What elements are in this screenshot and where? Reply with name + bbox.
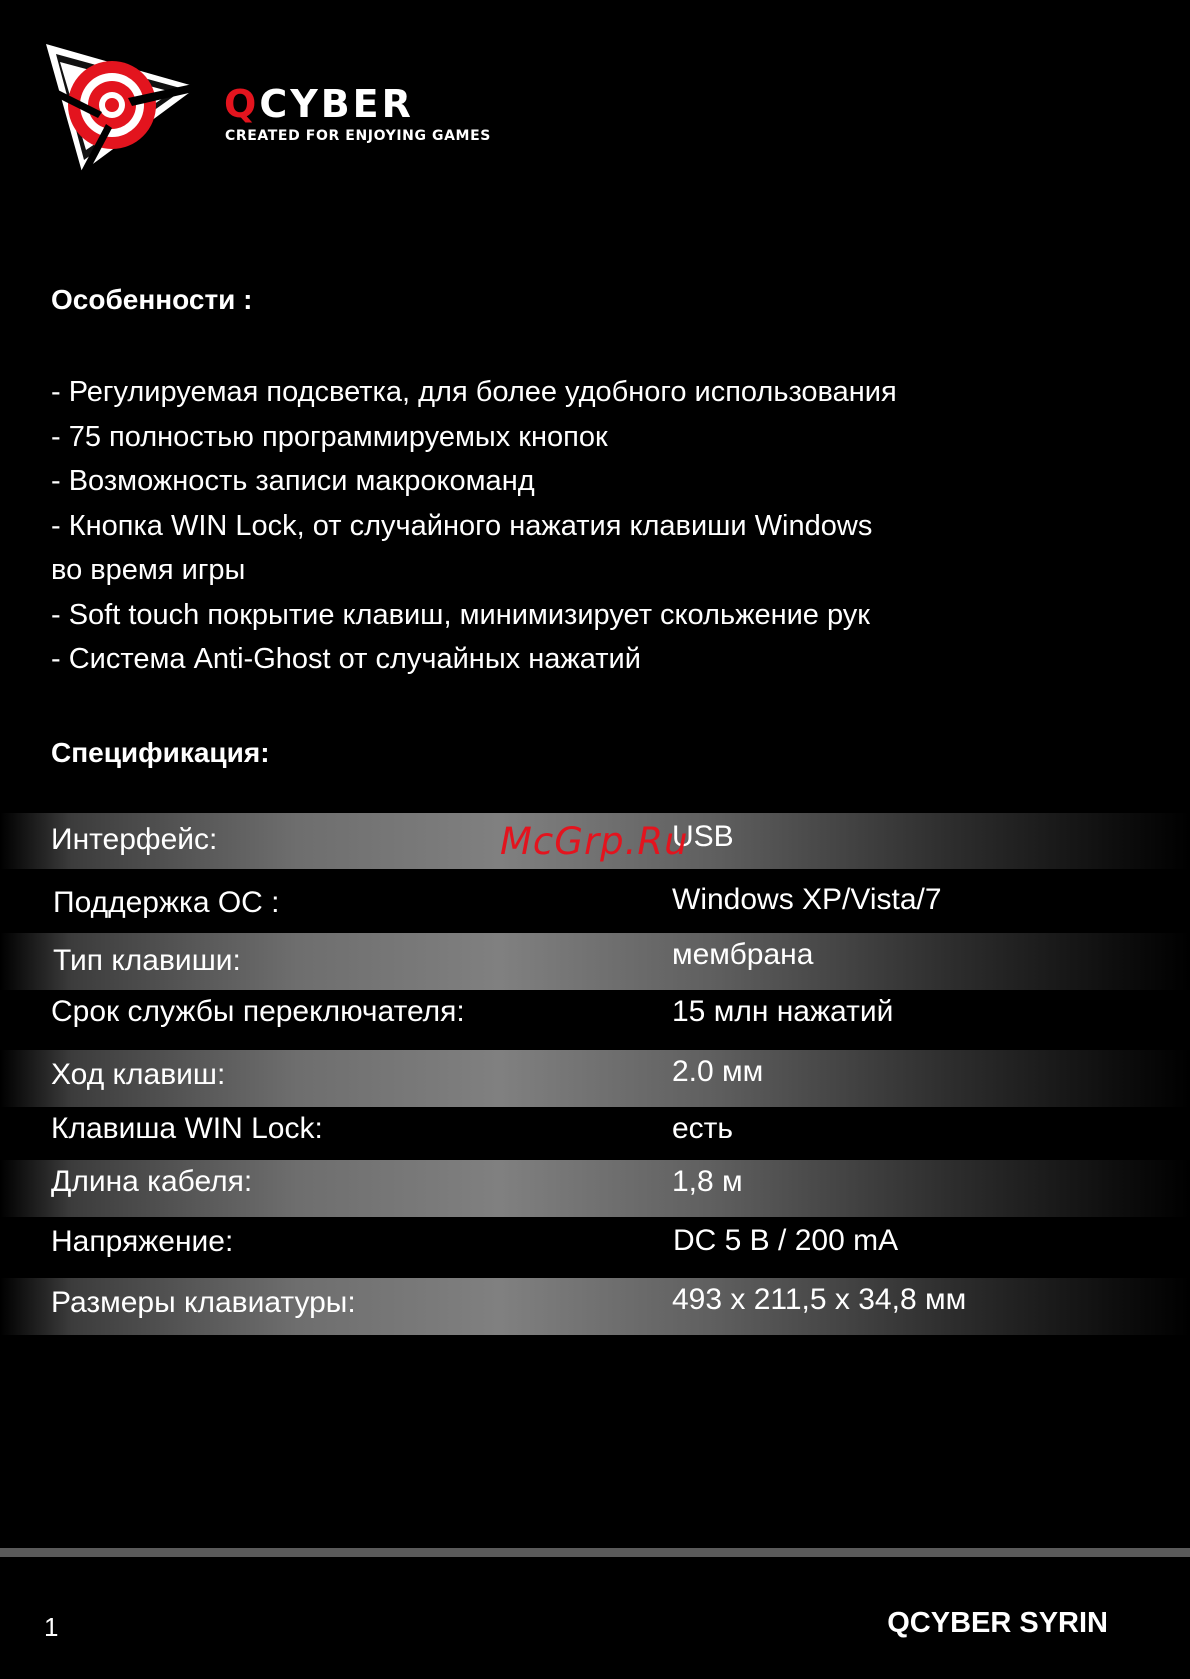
brand-logo — [42, 42, 491, 177]
spec-label: Срок службы переключателя: — [51, 995, 465, 1028]
spec-label: Клавиша WIN Lock: — [51, 1112, 323, 1145]
spec-label: Интерфейс: — [51, 823, 218, 856]
brand-tagline: CREATED FOR ENJOYING GAMES — [225, 128, 491, 144]
spec-row-cable-length — [0, 1160, 1190, 1217]
feature-item: во время игры — [51, 554, 246, 586]
spec-label: Поддержка ОС : — [53, 886, 280, 919]
spec-value: Windows XP/Vista/7 — [672, 883, 942, 916]
specs-title: Спецификация: — [51, 737, 270, 768]
spec-row-switch-life — [0, 990, 1190, 1050]
spec-row-key-travel — [0, 1050, 1190, 1107]
brand-name — [224, 84, 414, 124]
spec-row-win-lock — [0, 1107, 1190, 1160]
spec-value: есть — [672, 1112, 734, 1145]
spec-label: Напряжение: — [51, 1225, 234, 1258]
feature-item: - Кнопка WIN Lock, от случайного нажатия клавиши Windows — [51, 509, 873, 542]
feature-item: - Возможность записи макрокоманд — [51, 465, 535, 497]
spec-value: мембрана — [672, 938, 814, 971]
feature-item: - 75 полностью программируемых кнопок — [51, 420, 608, 453]
brand-name-q: Q — [224, 82, 260, 126]
features-list — [51, 370, 897, 682]
qcyber-target-logo-icon — [42, 42, 202, 177]
spec-label: Тип клавиши: — [53, 944, 241, 977]
features-title: Особенности : — [51, 284, 253, 315]
spec-value: 2.0 мм — [672, 1055, 764, 1088]
spec-value: 15 млн нажатий — [672, 995, 894, 1028]
spec-label: Ход клавиш: — [51, 1058, 226, 1091]
spec-row-dimensions — [0, 1278, 1190, 1335]
spec-row-voltage — [0, 1217, 1190, 1278]
spec-value: 493 x 211,5 x 34,8 мм — [672, 1283, 967, 1316]
watermark: McGrp.Ru — [500, 820, 689, 863]
spec-value: USB — [672, 820, 734, 853]
footer-divider — [0, 1548, 1190, 1557]
footer-product-title: QCYBER SYRIN — [887, 1607, 1108, 1639]
spec-value: 1,8 м — [672, 1165, 743, 1198]
spec-row-os-support — [0, 869, 1190, 933]
spec-value: DC 5 В / 200 mA — [673, 1224, 899, 1257]
feature-item: - Регулируемая подсветка, для более удобного использования — [51, 376, 897, 408]
spec-label: Длина кабеля: — [51, 1165, 253, 1198]
spec-row-key-type — [0, 933, 1190, 990]
spec-label: Размеры клавиатуры: — [51, 1286, 356, 1319]
brand-name-rest: CYBER — [259, 82, 414, 126]
feature-item: - Система Anti-Ghost от случайных нажатий — [51, 643, 641, 675]
feature-item: - Soft touch покрытие клавиш, минимизирует скольжение рук — [51, 598, 870, 631]
page-number: 1 — [44, 1612, 59, 1642]
